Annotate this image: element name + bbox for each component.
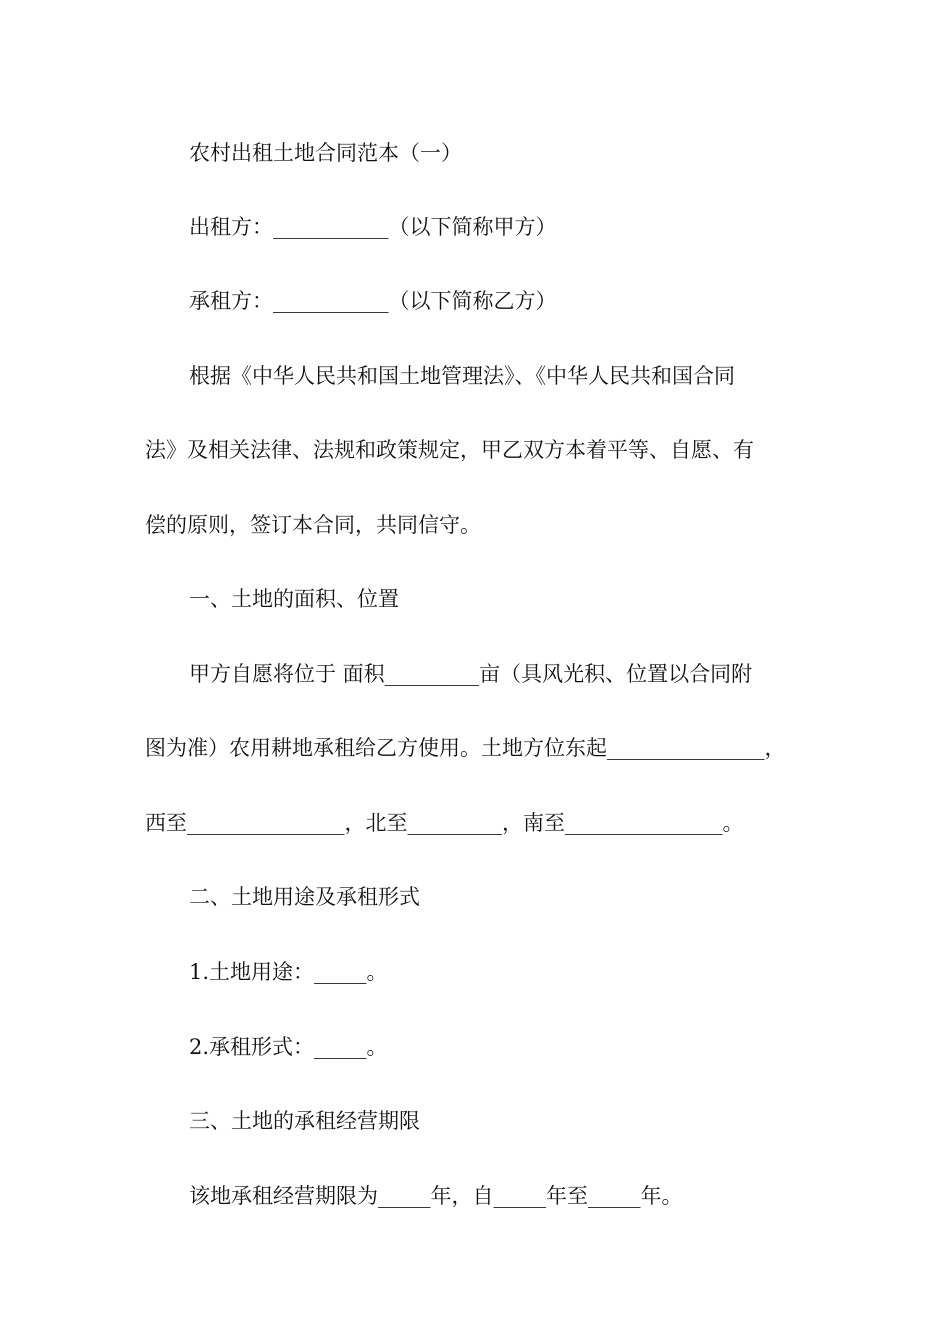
section2-item-2: 2.承租形式：_____。 (189, 1035, 388, 1059)
section1-line-1: 甲方自愿将位于 面积_________亩（具风光积、位置以合同附 (189, 662, 753, 686)
lessee-line: 承租方：___________（以下简称乙方） (189, 289, 557, 313)
section2-item-1: 1.土地用途：_____。 (189, 960, 388, 984)
section1-heading: 一、土地的面积、位置 (189, 587, 399, 611)
lessor-line: 出租方：___________（以下简称甲方） (189, 215, 557, 239)
section1-line-3: 西至_______________，北至_________，南至_______________。 (145, 811, 744, 835)
contract-title: 农村出租土地合同范本（一） (189, 141, 462, 165)
preamble-line-1: 根据《中华人民共和国土地管理法》、《中华人民共和国合同 (189, 364, 735, 388)
section1-line-2: 图为准）农用耕地承租给乙方使用。土地方位东起_______________， (145, 736, 786, 760)
preamble-line-3: 偿的原则，签订本合同，共同信守。 (145, 513, 481, 537)
section2-heading: 二、土地用途及承租形式 (189, 885, 420, 909)
section3-heading: 三、土地的承租经营期限 (189, 1109, 420, 1133)
preamble-line-2: 法》及相关法律、法规和政策规定，甲乙双方本着平等、自愿、有 (145, 438, 754, 462)
section3-line: 该地承租经营期限为_____年，自_____年至_____年。 (189, 1184, 683, 1208)
